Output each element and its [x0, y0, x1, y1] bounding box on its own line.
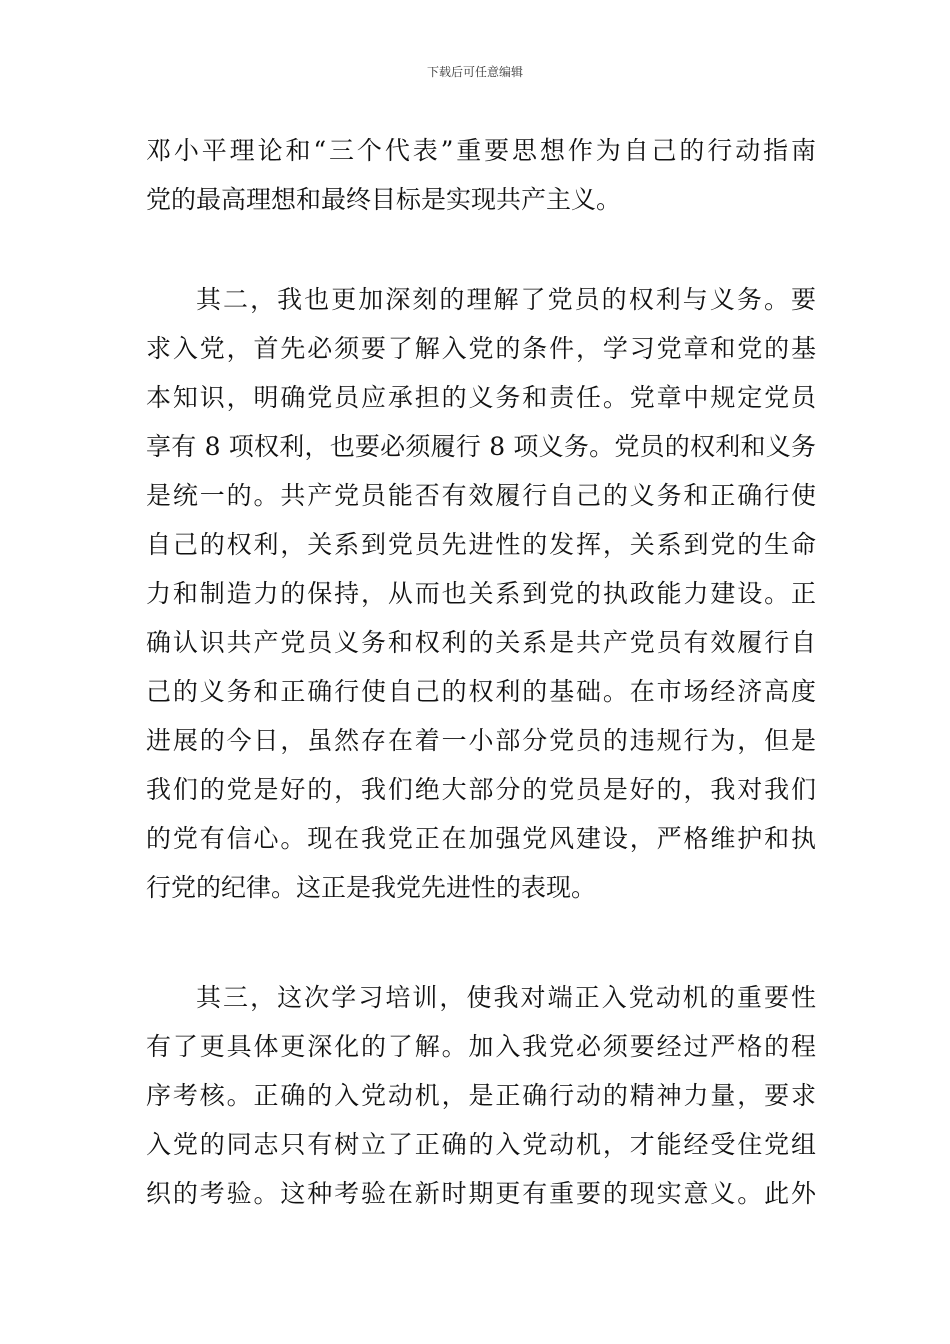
- text-line: 入党的同志只有树立了正确的入党动机，才能经受住党组: [146, 1130, 816, 1159]
- text-line: 自己的权利，关系到党员先进性的发挥，关系到党的生命: [146, 530, 816, 559]
- text-line: 我们的党是好的，我们绝大部分的党员是好的，我对我们: [146, 775, 816, 804]
- page-header: 下载后可任意编辑: [426, 65, 523, 79]
- text-line: 享有 8 项权利，也要必须履行 8 项义务。党员的权利和义务: [146, 432, 816, 461]
- text-line: 是统一的。共产党员能否有效履行自己的义务和正确行使: [146, 481, 816, 510]
- text-line: 己的义务和正确行使自己的权利的基础。在市场经济高度: [146, 677, 816, 706]
- paragraph-first-line: 其三，这次学习培训，使我对端正入党动机的重要性: [196, 983, 816, 1012]
- text-line: 进展的今日，虽然存在着一小部分党员的违规行为，但是: [146, 726, 816, 755]
- text-line: 序考核。正确的入党动机，是正确行动的精神力量，要求: [146, 1081, 816, 1110]
- text-line: 邓小平理论和“三个代表”重要思想作为自己的行动指南: [146, 136, 816, 165]
- text-line: 求入党，首先必须要了解入党的条件，学习党章和党的基: [146, 334, 816, 363]
- text-line: 的党有信心。现在我党正在加强党风建设，严格维护和执: [146, 824, 816, 853]
- text-line: 织的考验。这种考验在新时期更有重要的现实意义。此外: [146, 1179, 816, 1208]
- paragraph-first-line: 其二，我也更加深刻的理解了党员的权利与义务。要: [196, 285, 816, 314]
- text-line: 有了更具体更深化的了解。加入我党必须要经过严格的程: [146, 1032, 816, 1061]
- text-line: 行党的纪律。这正是我党先进性的表现。: [146, 873, 597, 902]
- text-line: 力和制造力的保持，从而也关系到党的执政能力建设。正: [146, 579, 816, 608]
- text-line: 党的最高理想和最终目标是实现共产主义。: [146, 185, 622, 214]
- text-line: 本知识，明确党员应承担的义务和责任。党章中规定党员: [146, 383, 816, 412]
- text-line: 确认识共产党员义务和权利的关系是共产党员有效履行自: [146, 628, 816, 657]
